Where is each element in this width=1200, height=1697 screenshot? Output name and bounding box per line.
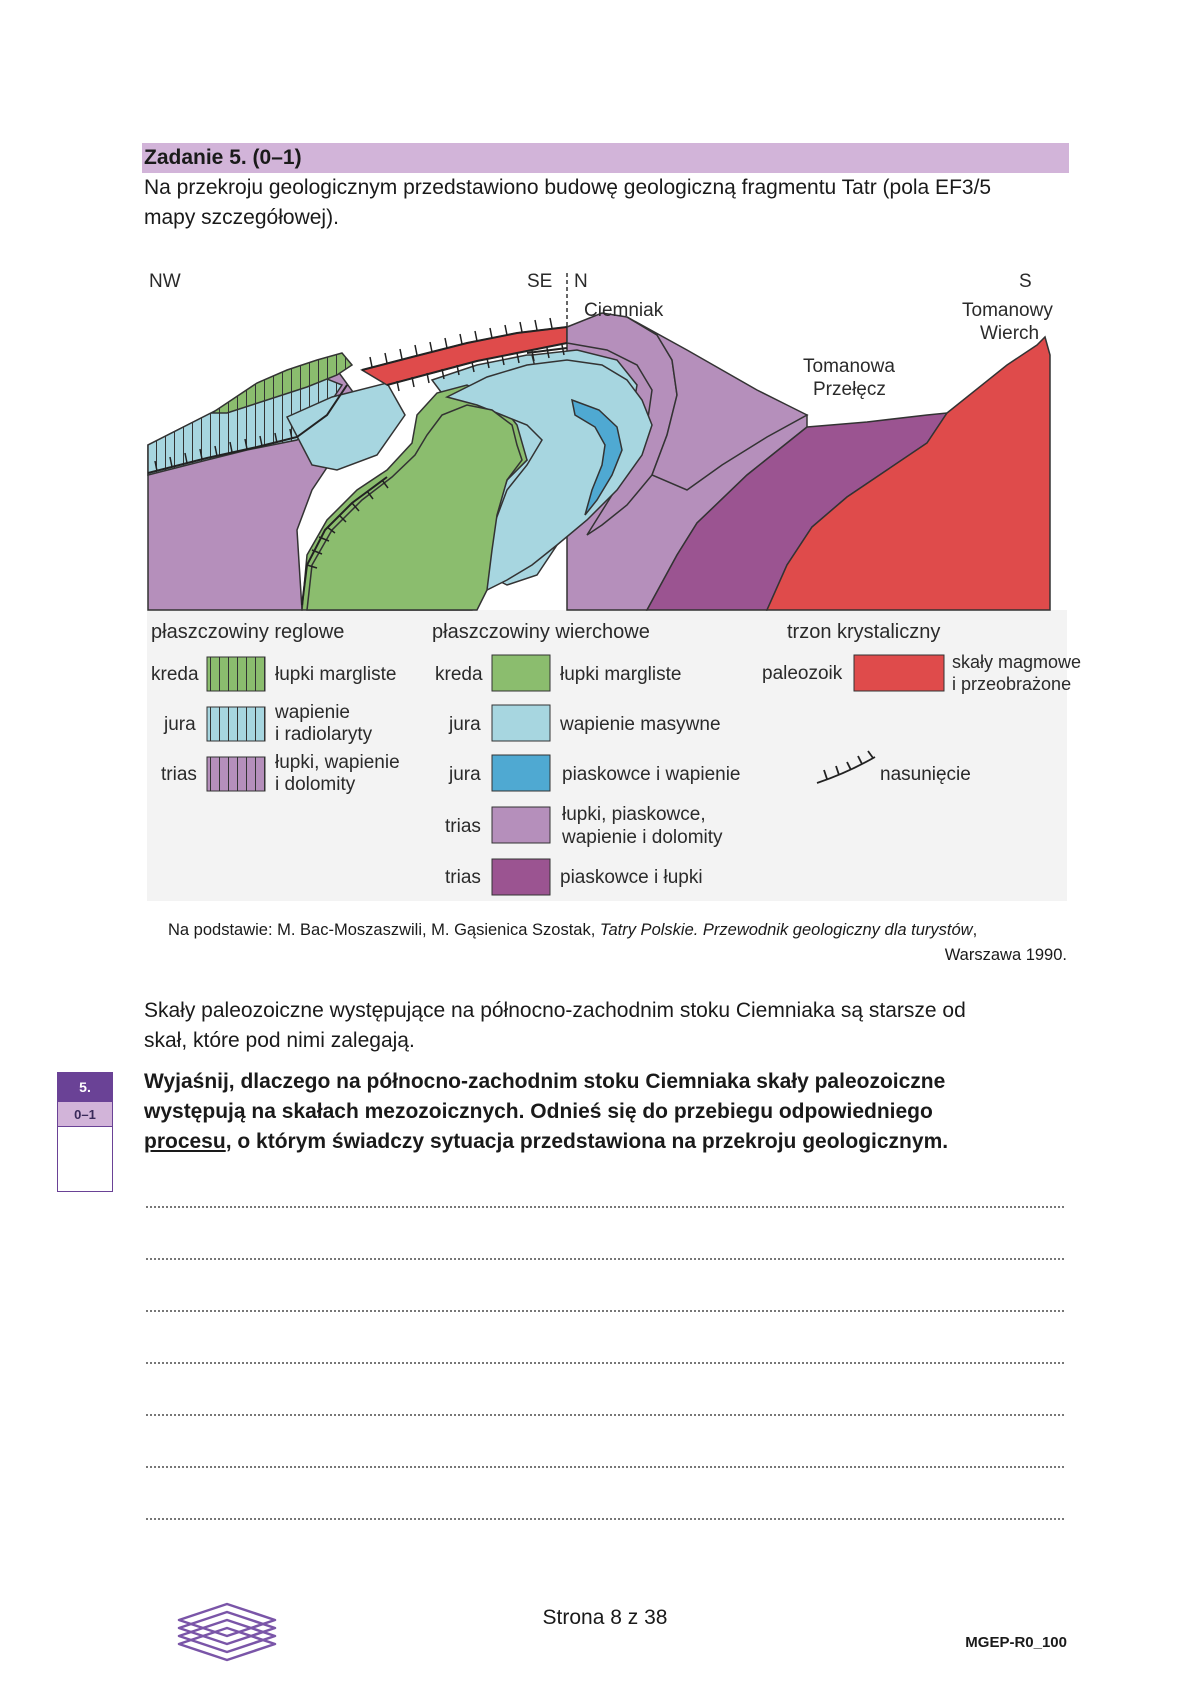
direction-s: S — [1019, 271, 1032, 292]
page-number: Strona 8 z 38 — [542, 1606, 668, 1629]
source-suffix: , — [972, 921, 978, 939]
label-przelecz-2: Przełęcz — [813, 379, 886, 400]
statement-line2: skał, które pod nimi zalegają. — [144, 1029, 415, 1052]
question-line3 — [144, 1127, 948, 1157]
cross-section-svg — [147, 265, 1082, 901]
legend-t1-desc2: i przeobrażone — [952, 674, 1072, 694]
answer-line[interactable] — [145, 1258, 1065, 1260]
question-line1: Wyjaśnij, dlaczego na północno-zachodnim stoku Ciemniaka skały paleozoiczne — [144, 1070, 946, 1093]
legend-wierchowe-title: płaszczowiny wierchowe — [432, 621, 650, 643]
score-number: 5. — [58, 1073, 112, 1101]
legend-w3-age: jura — [449, 764, 481, 785]
label-przelecz-1: Tomanowa — [803, 356, 895, 377]
answer-line[interactable] — [145, 1466, 1065, 1468]
legend-t1-desc1: skały magmowe — [952, 652, 1082, 672]
geological-figure — [147, 265, 1082, 901]
question-line3-rest: , o którym świadczy sytuacja przedstawiona na przekroju geologicznym. — [225, 1130, 949, 1153]
cke-logo — [175, 1600, 280, 1672]
legend-w4-desc1: łupki, piaskowce, — [562, 804, 706, 825]
legend-w4-age: trias — [445, 816, 481, 837]
answer-line[interactable] — [145, 1310, 1065, 1312]
legend-swatch-w3 — [492, 755, 550, 791]
exam-code: MGEP-R0_100 — [965, 1634, 1067, 1651]
score-range: 0–1 — [58, 1101, 112, 1127]
legend-r3-age: trias — [161, 764, 197, 785]
label-tomanowy-1: Tomanowy — [962, 300, 1053, 321]
legend-w5-age: trias — [445, 867, 481, 888]
question-underlined-word: procesu — [144, 1130, 226, 1153]
legend-swatch-w4 — [492, 807, 550, 843]
direction-n: N — [574, 271, 588, 292]
task-intro-line1: Na przekroju geologicznym przedstawiono budowę geologiczną fragmentu Tatr (pola EF3/5 — [144, 176, 992, 199]
source-line2: Warszawa 1990. — [944, 946, 1067, 964]
question-line2: występują na skałach mezozoicznych. Odnieś się do przebiegu odpowiedniego — [144, 1100, 933, 1123]
legend-r1-age: kreda — [151, 664, 199, 685]
legend-r3-desc1: łupki, wapienie — [275, 752, 400, 773]
legend-w1-age: kreda — [435, 664, 483, 685]
legend-r3-desc2: i dolomity — [275, 774, 356, 795]
legend-t1-age: paleozoik — [762, 663, 843, 684]
label-ciemniak: Ciemniak — [584, 300, 664, 321]
legend-thrust-symbol — [817, 751, 875, 783]
answer-line[interactable] — [145, 1414, 1065, 1416]
source-title: Tatry Polskie. Przewodnik geologiczny dla turystów — [599, 921, 973, 939]
legend-w4-desc2: wapienie i dolomity — [562, 827, 723, 848]
legend-r2-desc2: i radiolaryty — [275, 724, 373, 745]
legend-w5-desc: piaskowce i łupki — [560, 867, 703, 888]
legend-r2-age: jura — [164, 714, 196, 735]
legend-reglowe-title: płaszczowiny reglowe — [151, 621, 345, 643]
direction-nw: NW — [149, 271, 181, 292]
legend-r2-desc1: wapienie — [275, 702, 350, 723]
task-title: Zadanie 5. (0–1) — [144, 146, 302, 169]
direction-se: SE — [527, 271, 553, 292]
task-header — [142, 143, 1069, 173]
legend-w1-desc: łupki margliste — [560, 664, 682, 685]
legend-swatch-w5 — [492, 859, 550, 895]
answer-line[interactable] — [145, 1206, 1065, 1208]
answer-line[interactable] — [145, 1362, 1065, 1364]
source-line1 — [168, 921, 1068, 940]
legend-swatch-t1 — [854, 655, 944, 691]
label-tomanowy-2: Wierch — [980, 323, 1040, 344]
legend-swatch-w2 — [492, 705, 550, 741]
legend-r1-desc: łupki margliste — [275, 664, 397, 685]
legend-trzon-title: trzon krystaliczny — [787, 621, 941, 643]
legend-w3-desc: piaskowce i wapienie — [562, 764, 741, 785]
legend-swatch-w1 — [492, 655, 550, 691]
source-prefix: Na podstawie: M. Bac-Moszaszwili, M. Gąsienica Szostak, — [168, 921, 600, 939]
statement-line1: Skały paleozoiczne występujące na północno-zachodnim stoku Ciemniaka są starsze od — [144, 999, 966, 1022]
answer-line[interactable] — [145, 1518, 1065, 1520]
legend-thrust-desc: nasunięcie — [880, 764, 971, 785]
legend-w2-desc: wapienie masywne — [560, 714, 721, 735]
score-box — [57, 1072, 113, 1192]
task-intro-line2: mapy szczegółowej). — [144, 206, 339, 229]
legend-w2-age: jura — [449, 714, 481, 735]
